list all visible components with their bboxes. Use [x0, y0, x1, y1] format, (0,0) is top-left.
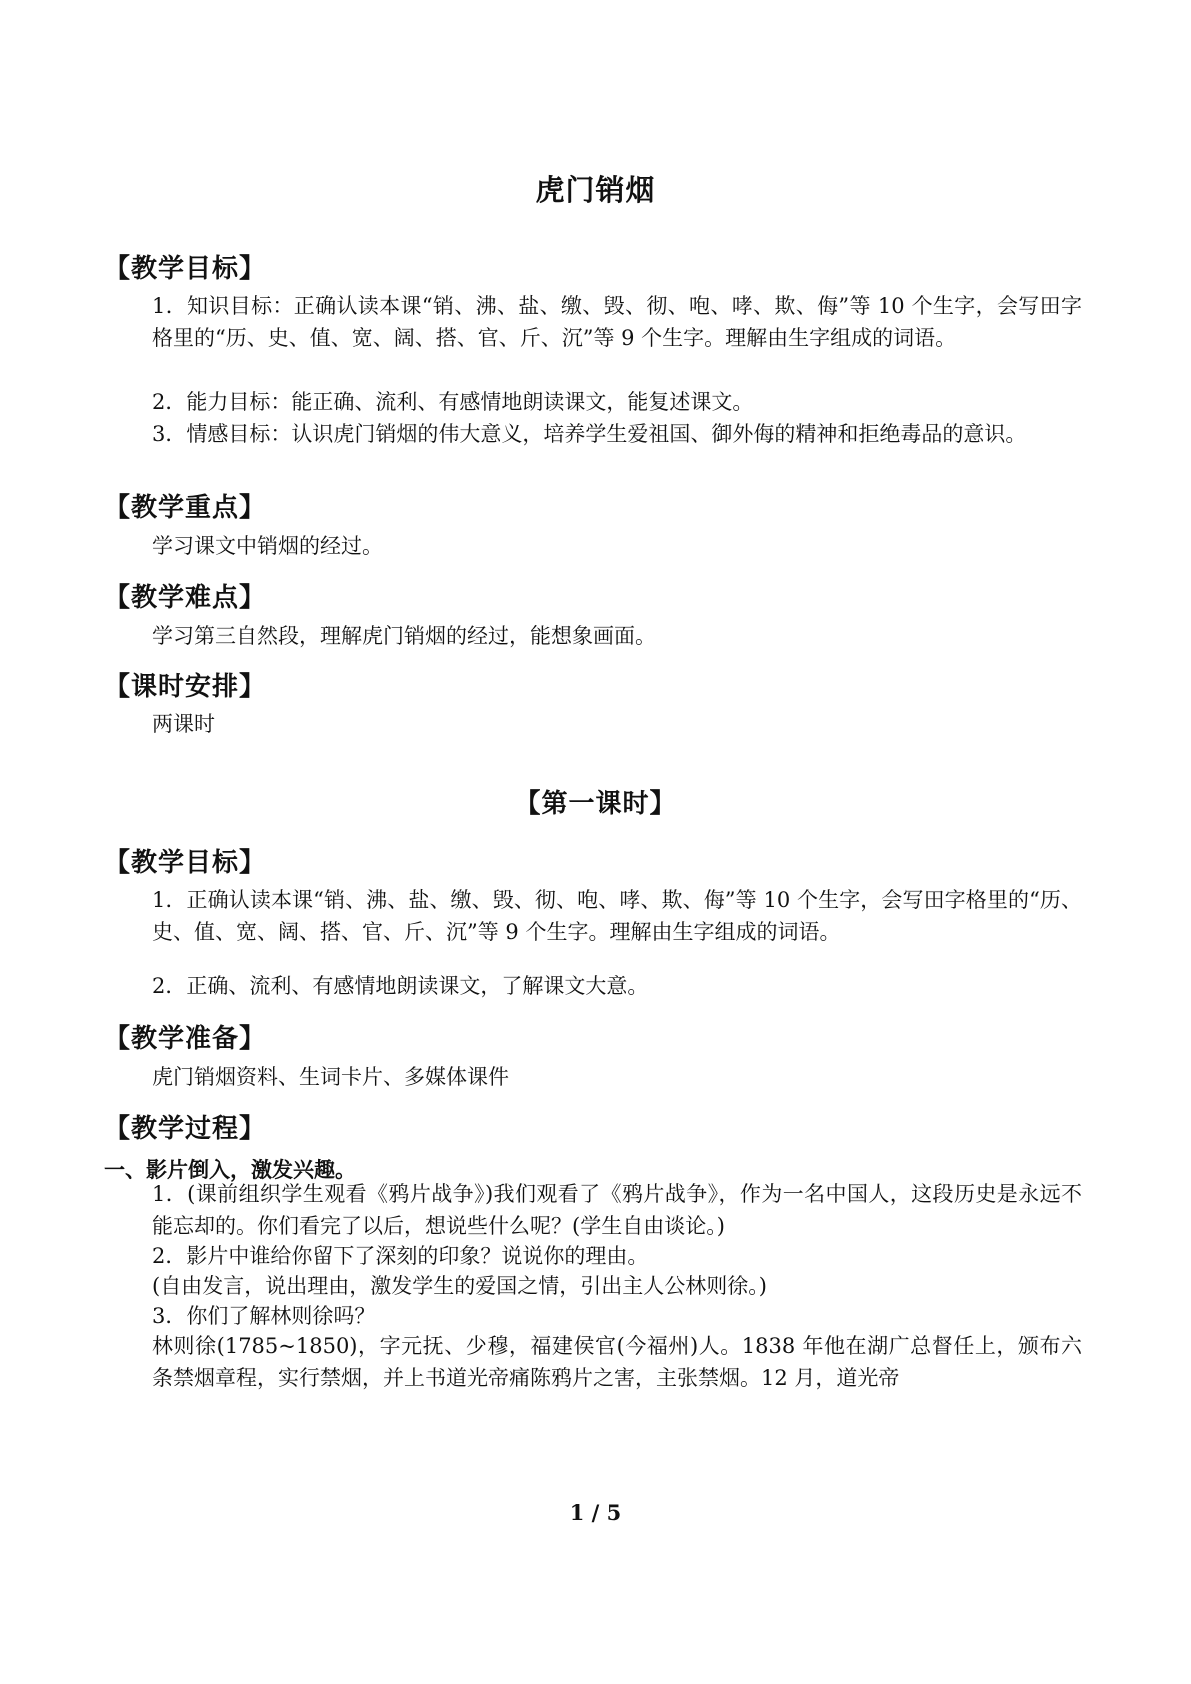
process-item: 3．你们了解林则徐吗？ — [152, 1304, 376, 1328]
lesson-goal-item: 2．正确、流利、有感情地朗读课文，了解课文大意。 — [152, 974, 649, 998]
difficulty-heading: 【教学难点】 — [104, 583, 267, 613]
process-item: 1．(课前组织学生观看《鸦片战争》)我们观看了《鸦片战争》，作为一名中国人，这段历史是永远不能忘却的。你们看完了以后，想说些什么呢？(学生自由谈论。) — [152, 1182, 1082, 1238]
page-number: 1 / 5 — [569, 1500, 622, 1525]
preparation-heading: 【教学准备】 — [104, 1024, 267, 1054]
key-point-text: 学习课文中销烟的经过。 — [152, 534, 383, 558]
schedule-text: 两课时 — [152, 712, 215, 736]
goal-item: 2．能力目标：能正确、流利、有感情地朗读课文，能复述课文。 — [152, 390, 754, 414]
lesson-goal-item: 1．正确认读本课“销、沸、盐、缴、毁、彻、咆、哮、欺、侮”等 10 个生字，会写田字格里的“历、史、值、宽、阔、搭、官、斤、沉”等 9 个生字。理解由生字组成的词语。 — [152, 888, 1082, 944]
goal-item: 3．情感目标：认识虎门销烟的伟大意义，培养学生爱祖国、御外侮的精神和拒绝毒品的意识。 — [152, 422, 1027, 446]
process-step-title: 一、影片倒入，激发兴趣。 — [104, 1157, 356, 1182]
document-title: 虎门销烟 — [535, 173, 656, 207]
process-item: (自由发言，说出理由，激发学生的爱国之情，引出主人公林则徐。) — [152, 1274, 767, 1298]
process-item: 2．影片中谁给你留下了深刻的印象？说说你的理由。 — [152, 1244, 649, 1268]
linzexu-paragraph: 林则徐(1785~1850)，字元抚、少穆，福建侯官(今福州)人。1838 年他在湖广总督任上，颁布六条禁烟章程，实行禁烟，并上书道光帝痛陈鸦片之害，主张禁烟。12 月，道光帝 — [152, 1334, 1082, 1390]
lesson-one-heading: 【第一课时】 — [514, 789, 677, 819]
schedule-heading: 【课时安排】 — [104, 672, 267, 702]
difficulty-text: 学习第三自然段，理解虎门销烟的经过，能想象画面。 — [152, 624, 656, 648]
key-point-heading: 【教学重点】 — [104, 493, 267, 523]
lesson-goals-heading: 【教学目标】 — [104, 848, 267, 878]
process-heading: 【教学过程】 — [104, 1114, 267, 1144]
goal-item: 1．知识目标：正确认读本课“销、沸、盐、缴、毁、彻、咆、哮、欺、侮”等 10 个生字，会写田字格里的“历、史、值、宽、阔、搭、官、斤、沉”等 9 个生字。理解由生字组成的词语。 — [152, 294, 1082, 350]
teaching-goals-heading: 【教学目标】 — [104, 254, 267, 284]
preparation-text: 虎门销烟资料、生词卡片、多媒体课件 — [152, 1065, 509, 1089]
